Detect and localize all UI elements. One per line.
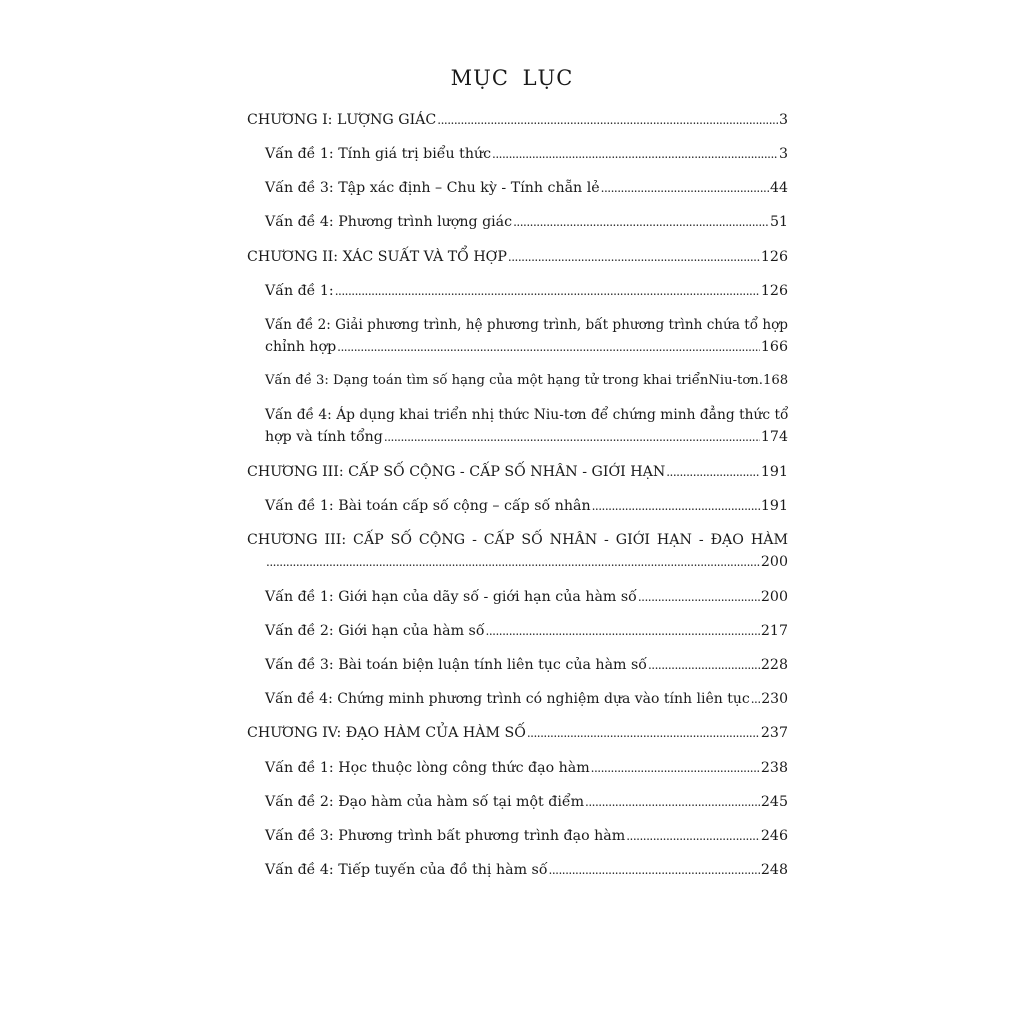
dot-leader (592, 495, 760, 517)
toc-chapter-entry[interactable] (247, 246, 788, 268)
toc-section-entry[interactable] (265, 495, 788, 517)
toc-section-entry[interactable] (265, 620, 788, 642)
entry-label: CHƯƠNG III: CẤP SỐ CỘNG - CẤP SỐ NHÂN - GIỚI HẠN (247, 464, 666, 480)
dot-leader (591, 757, 760, 779)
entry-page-number: 3 (778, 112, 788, 128)
entry-label: Vấn đề 4: Phương trình lượng giác (265, 214, 513, 230)
entry-page-number: 51 (769, 214, 788, 230)
entry-label-line-2: chỉnh hợp (265, 339, 337, 355)
entry-page-number: 174 (760, 429, 788, 445)
entry-label: Vấn đề 2: Giới hạn của hàm số (265, 623, 485, 639)
toc-section-entry[interactable] (265, 586, 788, 608)
toc-chapter-entry[interactable] (247, 529, 788, 573)
dot-leader (384, 426, 760, 448)
entry-label: Vấn đề 3: Bài toán biện luận tính liên tục của hàm số (265, 657, 647, 673)
entry-label-line-1: Vấn đề 4: Áp dụng khai triển nhị thức Niu-tơn để chứng minh đẳng thức tổ (265, 407, 789, 423)
entry-label: CHƯƠNG IV: ĐẠO HÀM CỦA HÀM SỐ (247, 725, 526, 741)
dot-leader (666, 461, 760, 483)
entry-page-number: 3 (778, 146, 788, 162)
entry-label: Vấn đề 4: Tiếp tuyến của đồ thị hàm số (265, 862, 548, 878)
toc-section-entry[interactable] (265, 143, 788, 165)
dot-leader (337, 336, 760, 358)
toc-section-entry[interactable] (265, 825, 788, 847)
dot-leader (437, 109, 778, 131)
entry-page-number: 191 (760, 464, 788, 480)
entry-page-number: 228 (760, 657, 788, 673)
toc-section-entry[interactable] (265, 314, 788, 358)
entry-label: Vấn đề 1: Học thuộc lòng công thức đạo hàm (265, 760, 590, 776)
toc-section-entry[interactable] (265, 791, 788, 813)
entry-label: CHƯƠNG II: XÁC SUẤT VÀ TỔ HỢP (247, 249, 507, 265)
entry-page-number: 126 (760, 283, 788, 299)
entry-label: Vấn đề 2: Đạo hàm của hàm số tại một điểm (265, 794, 585, 810)
dot-leader (492, 143, 778, 165)
entry-label: Vấn đề 3: Dạng toán tìm số hạng của một hạng tử trong khai triểnNiu-tơn. (265, 373, 763, 388)
dot-leader (513, 211, 769, 233)
entry-page-number: 166 (760, 339, 788, 355)
dot-leader (648, 654, 760, 676)
dot-leader (626, 825, 760, 847)
entry-page-number: 200 (760, 554, 788, 570)
toc-section-entry[interactable] (265, 177, 788, 199)
dot-leader (527, 722, 760, 744)
toc-chapter-entry[interactable] (247, 461, 788, 483)
entry-label: Vấn đề 3: Tập xác định – Chu kỳ - Tính chẵn lẻ (265, 180, 600, 196)
dot-leader (751, 688, 761, 710)
toc-section-entry[interactable] (265, 688, 788, 710)
entry-label: Vấn đề 1: Giới hạn của dãy số - giới hạn của hàm số (265, 589, 637, 605)
entry-label: Vấn đề 1: Bài toán cấp số cộng – cấp số nhân (265, 498, 591, 514)
toc-section-entry[interactable] (265, 859, 788, 881)
dot-leader (601, 177, 769, 199)
entry-page-number: 44 (769, 180, 788, 196)
entry-label: Vấn đề 1: (265, 283, 334, 299)
toc-section-entry[interactable] (265, 211, 788, 233)
entry-page-number: 217 (760, 623, 788, 639)
dot-leader (335, 280, 760, 302)
toc-section-entry[interactable] (265, 370, 788, 392)
toc-section-entry[interactable] (265, 404, 788, 448)
entry-page-number: 200 (760, 589, 788, 605)
entry-page-number: 168 (762, 373, 789, 388)
entry-label: Vấn đề 3: Phương trình bất phương trình đạo hàm (265, 828, 626, 844)
entry-page-number: 191 (760, 498, 788, 514)
dot-leader (486, 620, 760, 642)
entry-label-line-1: Vấn đề 2: Giải phương trình, hệ phương trình, bất phương trình chứa tổ hợp (265, 317, 788, 333)
entry-page-number: 246 (760, 828, 788, 844)
entry-page-number: 248 (760, 862, 788, 878)
entry-label: CHƯƠNG I: LƯỢNG GIÁC (247, 112, 437, 128)
dot-leader (585, 791, 760, 813)
dot-leader (549, 859, 760, 881)
table-of-contents (247, 0, 788, 1024)
dot-leader (508, 246, 760, 268)
dot-leader (266, 551, 760, 573)
entry-page-number: 245 (760, 794, 788, 810)
entry-label: Vấn đề 1: Tính giá trị biểu thức (265, 146, 492, 162)
entry-label: Vấn đề 4: Chứng minh phương trình có nghiệm dựa vào tính liên tục (265, 691, 750, 707)
entry-page-number: 230 (761, 691, 788, 707)
entry-page-number: 126 (760, 249, 788, 265)
toc-section-entry[interactable] (265, 757, 788, 779)
toc-section-entry[interactable] (265, 654, 788, 676)
entry-label-line-2: hợp và tính tổng (265, 429, 383, 445)
entry-label-line-1: CHƯƠNG III: CẤP SỐ CỘNG - CẤP SỐ NHÂN - GIỚI HẠN - ĐẠO HÀM (247, 532, 788, 548)
entry-page-number: 237 (760, 725, 788, 741)
toc-section-entry[interactable] (265, 280, 788, 302)
toc-chapter-entry[interactable] (247, 109, 788, 131)
dot-leader (638, 586, 760, 608)
page-title: MỤC LỤC (450, 66, 574, 90)
toc-chapter-entry[interactable] (247, 722, 788, 744)
entry-page-number: 238 (760, 760, 788, 776)
